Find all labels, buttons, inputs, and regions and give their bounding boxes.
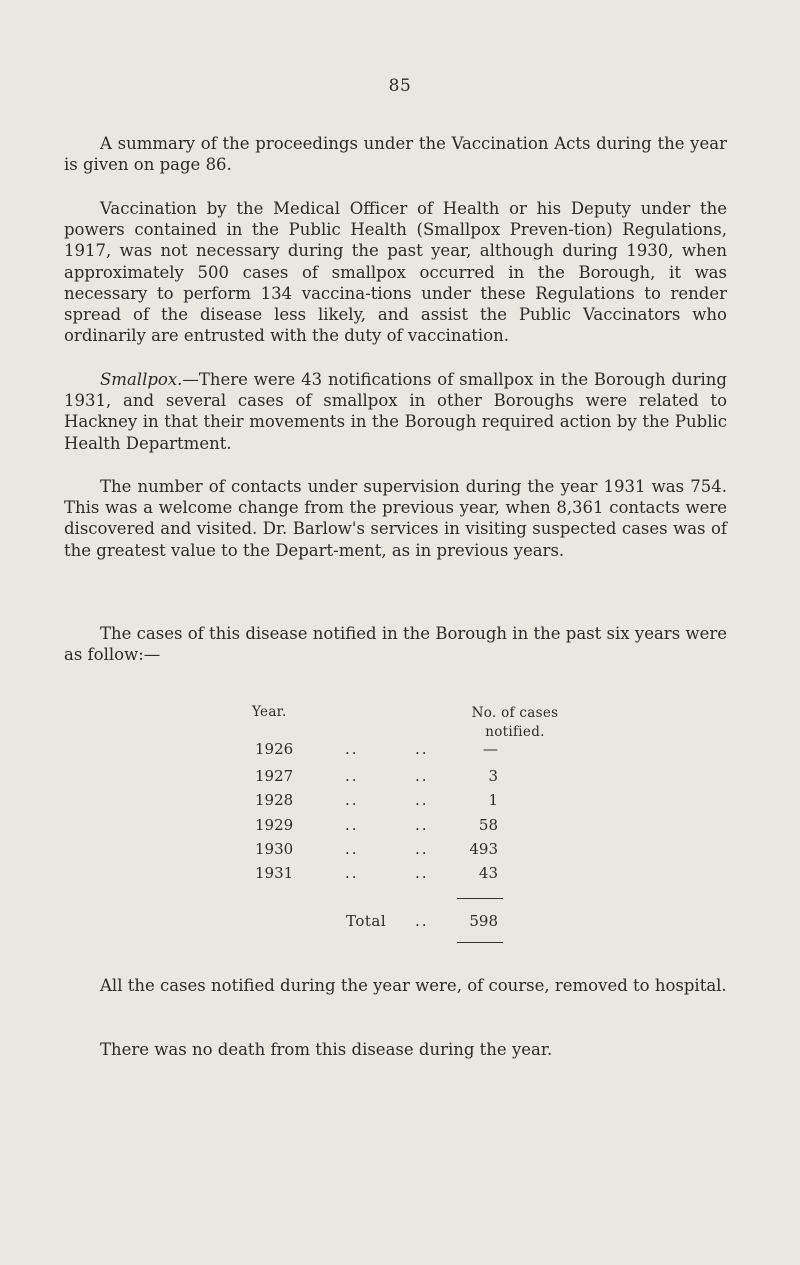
summary-paragraph: A summary of the proceedings under the Vaccination Acts during the year is given on page 86. xyxy=(64,134,727,175)
leader-dots: .. xyxy=(415,767,429,785)
row-year: 1927 xyxy=(255,767,294,785)
leader-dots: .. xyxy=(415,840,429,858)
row-cases: 3 xyxy=(488,767,498,785)
table-total-row xyxy=(250,912,570,936)
row-year: 1926 xyxy=(255,740,294,758)
row-cases: — xyxy=(483,740,498,758)
leader-dots: .. xyxy=(345,791,359,809)
leader-dots: .. xyxy=(415,791,429,809)
column-header-cases: No. of cases notified. xyxy=(471,705,559,740)
page-number: 85 xyxy=(388,76,412,96)
row-year: 1929 xyxy=(255,816,294,834)
contacts-paragraph: The number of contacts under supervision during the year 1931 was 754. This was a welcome change from the previous year, when 8,361 contacts were discovered and visited. Dr. Barlow's services in visiting suspected cases was of the greatest value to the Depart-ment, as in previous years. xyxy=(64,477,727,560)
table-row xyxy=(250,840,570,864)
leader-dots: .. xyxy=(415,912,429,930)
row-year: 1930 xyxy=(255,840,294,858)
leader-dots: .. xyxy=(415,816,429,834)
hospital-paragraph: All the cases notified during the year were, of course, removed to hospital. xyxy=(100,976,727,995)
table-row xyxy=(250,816,570,840)
leader-dots: .. xyxy=(345,816,359,834)
leader-dots: .. xyxy=(345,840,359,858)
column-header-year: Year. xyxy=(252,704,287,720)
table-row xyxy=(250,791,570,815)
leader-dots: .. xyxy=(415,864,429,882)
table-row xyxy=(250,740,570,764)
smallpox-heading: Smallpox. xyxy=(100,370,183,389)
smallpox-paragraph xyxy=(64,369,727,454)
leader-dots: .. xyxy=(345,767,359,785)
row-cases: 43 xyxy=(478,864,498,882)
leader-dots: .. xyxy=(345,864,359,882)
smallpox-text: —There were 43 notifications of smallpox in the Borough during 1931, and several cases of smallpox in other Boroughs were related to Hackney in that their movements in the Borough required action by the Public Health Department. xyxy=(64,370,727,453)
row-cases: 1 xyxy=(488,791,498,809)
row-cases: 58 xyxy=(478,816,498,834)
row-cases: 493 xyxy=(469,840,498,858)
row-year: 1928 xyxy=(255,791,294,809)
vaccination-paragraph: Vaccination by the Medical Officer of Health or his Deputy under the powers contained in the Public Health (Smallpox Preven-tion) Regulations, 1917, was not necessary during the past year, although during 1930, when approximately 500 cases of smallpox occurred in the Borough, it was necessary to perform 134 vaccina-tions under these Regulations to render spread of the disease less likely, and assist the Public Vaccinators who ordinarily are entrusted with the duty of vaccination. xyxy=(64,199,727,346)
total-rule-bottom xyxy=(457,942,503,943)
no-death-paragraph: There was no death from this disease during the year. xyxy=(100,1040,553,1059)
total-rule-top xyxy=(457,898,503,899)
row-year: 1931 xyxy=(255,864,294,882)
table-row xyxy=(250,767,570,791)
leader-dots: .. xyxy=(415,740,429,758)
leader-dots: .. xyxy=(345,740,359,758)
table-row xyxy=(250,864,570,888)
table-intro-paragraph: The cases of this disease notified in the Borough in the past six years were as follow:— xyxy=(64,624,727,665)
total-label: Total xyxy=(346,912,387,930)
total-value: 598 xyxy=(469,912,498,930)
